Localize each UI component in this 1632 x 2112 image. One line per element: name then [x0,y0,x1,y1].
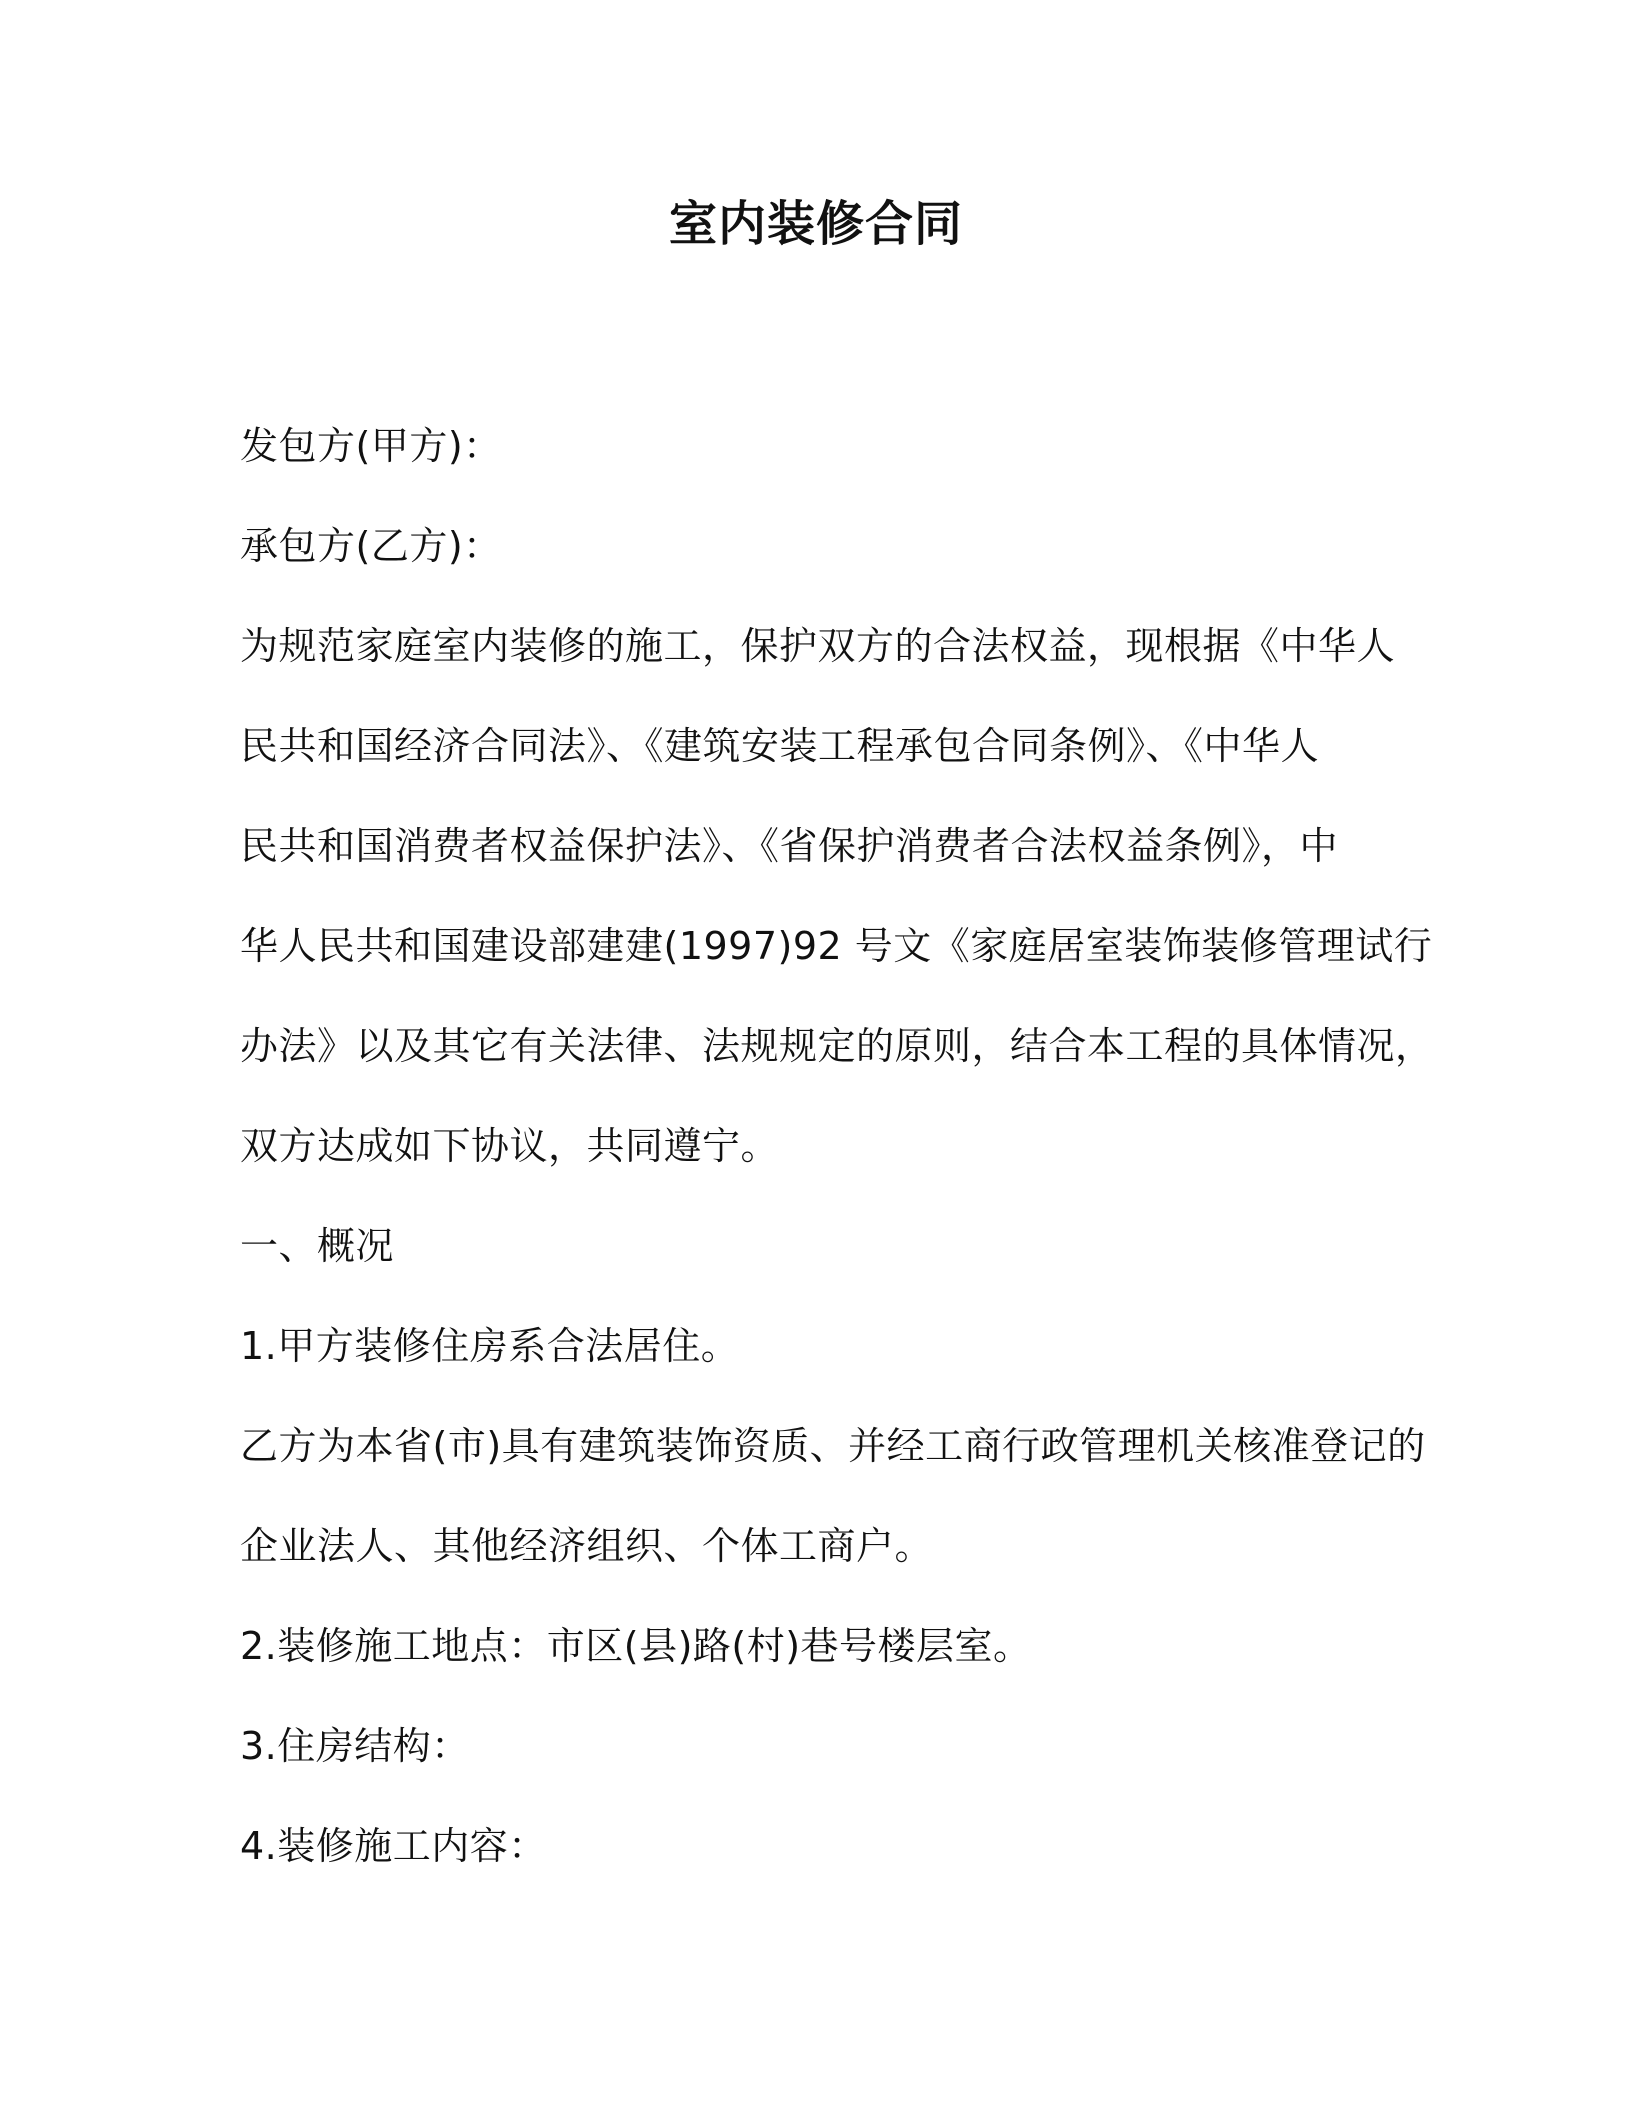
preamble-line-5: 办法》以及其它有关法律、法规规定的原则，结合本工程的具体情况， [240,1024,1434,1068]
clause-1-party-b-line-1: 乙方为本省(市)具有建筑装饰资质、并经工商行政管理机关核准登记的 [240,1424,1426,1468]
party-a-line: 发包方(甲方)： [240,424,502,468]
preamble-line-1: 为规范家庭室内装修的施工，保护双方的合法权益，现根据《中华人 [240,624,1396,668]
section-heading-overview: 一、概况 [240,1224,395,1268]
clause-1: 1.甲方装修住房系合法居住。 [240,1324,740,1368]
clause-4-content: 4.装修施工内容： [240,1824,547,1868]
clause-2-location: 2.装修施工地点：市区(县)路(村)巷号楼层室。 [240,1624,1032,1668]
document-title: 室内装修合同 [668,196,963,252]
preamble-line-6: 双方达成如下协议，共同遵宁。 [240,1124,780,1168]
clause-3-structure: 3.住房结构： [240,1724,470,1768]
preamble-line-4: 华人民共和国建设部建建(1997)92 号文《家庭居室装饰装修管理试行 [240,924,1433,968]
preamble-line-3: 民共和国消费者权益保护法》、《省保护消费者合法权益条例》，中 [240,824,1339,868]
clause-1-party-b-line-2: 企业法人、其他经济组织、个体工商户。 [240,1524,934,1568]
party-b-line: 承包方(乙方)： [240,524,502,568]
preamble-line-2: 民共和国经济合同法》、《建筑安装工程承包合同条例》、《中华人 [240,724,1320,768]
